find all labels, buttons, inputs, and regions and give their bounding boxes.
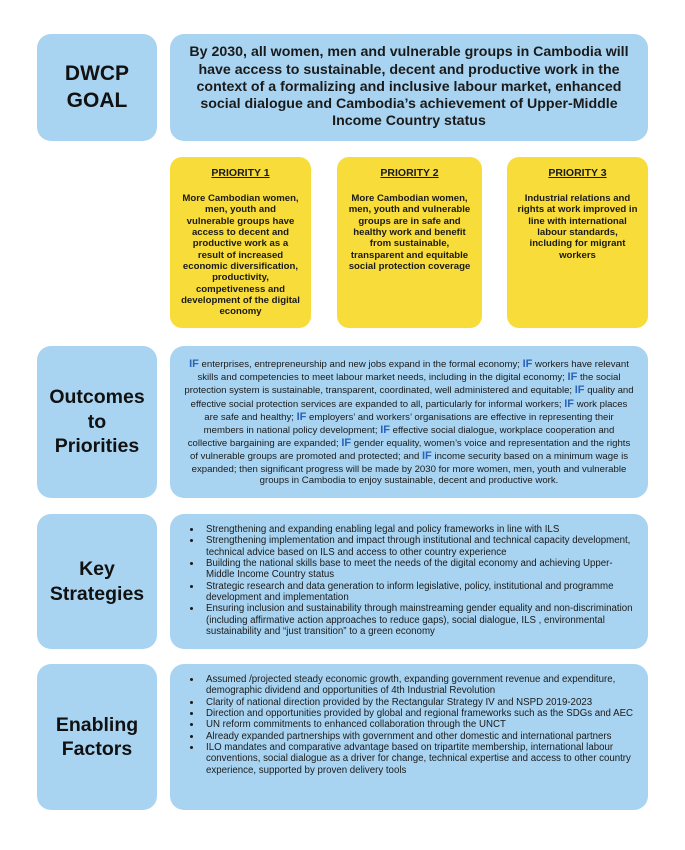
enabling-label bbox=[56, 713, 138, 762]
outcomes-paragraph bbox=[170, 346, 648, 487]
list-item: • Clarity of national direction provided by the Rectangular Strategy IV and NSPD 2019-2023 bbox=[202, 697, 638, 708]
list-item: • Strengthening and expanding enabling legal and policy frameworks in line with ILS bbox=[202, 524, 638, 535]
outcomes-label-line-1: Outcomes bbox=[49, 386, 145, 409]
list-item: • Building the national skills base to meet the needs of the digital economy and achieving Upper-Middle Income Country status bbox=[202, 558, 638, 581]
strategies-label-box bbox=[37, 514, 157, 649]
if-keyword: IF bbox=[564, 397, 575, 410]
enabling-list-box bbox=[170, 664, 648, 810]
list-item: • Direction and opportunities provided by global and regional frameworks such as the SDGs and AEC bbox=[202, 708, 638, 719]
outcomes-label-line-2: to bbox=[87, 410, 107, 433]
outcomes-label-box bbox=[37, 346, 157, 498]
goal-label bbox=[65, 61, 129, 114]
priority-1-text: More Cambodian women, men, youth and vulnerable groups have access to decent and productive work as a result of increased economic diversification, productivity, competiveness and development of the digital economy bbox=[181, 193, 300, 318]
outcomes-label-line-3: Priorities bbox=[54, 435, 140, 458]
goal-label-box bbox=[37, 34, 157, 141]
priority-1-card bbox=[170, 157, 311, 328]
list-item: • Strategic research and data generation to inform legislative, policy, institutional and programme development and implementation bbox=[202, 581, 638, 604]
list-item: • Already expanded partnerships with government and other domestic and international partners bbox=[202, 731, 638, 742]
strategies-list-box bbox=[170, 514, 648, 649]
enabling-list bbox=[170, 664, 648, 776]
outcome-clause: the social protection system is sustainable, transparent, coordinated, well administered and equitable; bbox=[184, 372, 621, 397]
goal-label-line-1: DWCP bbox=[64, 62, 130, 86]
strategies-label bbox=[50, 557, 144, 606]
outcome-clause: employers’ and workers’ organisations are effective in representing their members in national policy development; bbox=[203, 411, 614, 436]
priority-3-card bbox=[507, 157, 648, 328]
priority-1-title: PRIORITY 1 bbox=[211, 167, 270, 179]
enabling-label-box bbox=[37, 664, 157, 810]
strategies-list bbox=[170, 514, 648, 637]
outcomes-label bbox=[49, 385, 144, 458]
outcome-clause: gender equality, women’s voice and representation and the rights of vulnerable groups are promoted and protected; and bbox=[189, 438, 631, 463]
list-item: • Strengthening implementation and impact through institutional and technical capacity development, technical advice based on ILS and access to other country experience bbox=[202, 535, 638, 558]
if-keyword: IF bbox=[341, 437, 352, 450]
goal-statement-box bbox=[170, 34, 648, 141]
list-item: • Ensuring inclusion and sustainability through mainstreaming gender equality and non-discrimination (including affirmative action approaches to reduce gaps), social dialogue, ILS , environmental sustainability and “just transition” to a green economy bbox=[202, 603, 638, 637]
if-keyword: IF bbox=[522, 358, 533, 370]
list-item: • ILO mandates and comparative advantage based on tripartite membership, international labour conventions, social dialogue as a driver for change, technical expertise and access to other country experience, supported by proven delivery tools bbox=[202, 742, 638, 776]
priority-2-card bbox=[337, 157, 482, 328]
list-item: • Assumed /projected steady economic growth, expanding government revenue and expenditure, demographic dividend and opportunities of 4th Industrial Revolution bbox=[202, 674, 638, 697]
goal-label-line-2: GOAL bbox=[66, 88, 128, 112]
enabling-label-line-1: Enabling bbox=[55, 713, 139, 736]
list-item: • UN reform commitments to enhanced collaboration through the UNCT bbox=[202, 719, 638, 730]
outcome-clause: workers have relevant skills and competencies to meet labour market needs, including in the digital economy; bbox=[197, 359, 629, 384]
if-keyword: IF bbox=[296, 410, 307, 423]
priority-2-text: More Cambodian women, men, youth and vulnerable groups are in safe and healthy work and benefit from sustainable, transparent and equitable social protection coverage bbox=[348, 193, 471, 272]
if-keyword: IF bbox=[422, 450, 432, 463]
outcome-clause: income security based on a minimum wage is expanded; then significant progress will be made by 2030 for more women, men, youth and vulnerable groups in Cambodia to enjoy sustainable, decent and productive work. bbox=[191, 451, 629, 486]
if-keyword: IF bbox=[189, 358, 199, 370]
priority-2-title: PRIORITY 2 bbox=[380, 167, 439, 179]
enabling-label-line-2: Factors bbox=[61, 738, 133, 760]
outcome-clause: work places are safe and healthy; bbox=[204, 398, 628, 423]
outcomes-text-box bbox=[170, 346, 648, 498]
outcome-clause: quality and effective social protection services are expanded to all, particularly for informal workers; bbox=[190, 385, 634, 410]
outcome-clause: enterprises, entrepreneurship and new jobs expand in the formal economy; bbox=[198, 359, 523, 370]
if-keyword: IF bbox=[574, 384, 585, 397]
if-keyword: IF bbox=[380, 423, 390, 436]
goal-statement: By 2030, all women, men and vulnerable groups in Cambodia will have access to sustainable, decent and productive work in the context of a formalizing and inclusive labour market, enhanced social dialogue and Cambodia’s achievement of Upper-Middle Income Country status bbox=[189, 44, 629, 130]
strategies-label-line-1: Key bbox=[79, 558, 115, 581]
if-keyword: IF bbox=[567, 371, 578, 384]
strategies-label-line-2: Strategies bbox=[49, 582, 145, 605]
outcome-clause: effective social dialogue, workplace cooperation and collective bargaining are expanded; bbox=[187, 424, 615, 450]
priority-3-title: PRIORITY 3 bbox=[548, 167, 607, 179]
priority-3-text: Industrial relations and rights at work improved in line with international labour standards, including for migrant workers bbox=[517, 193, 638, 261]
